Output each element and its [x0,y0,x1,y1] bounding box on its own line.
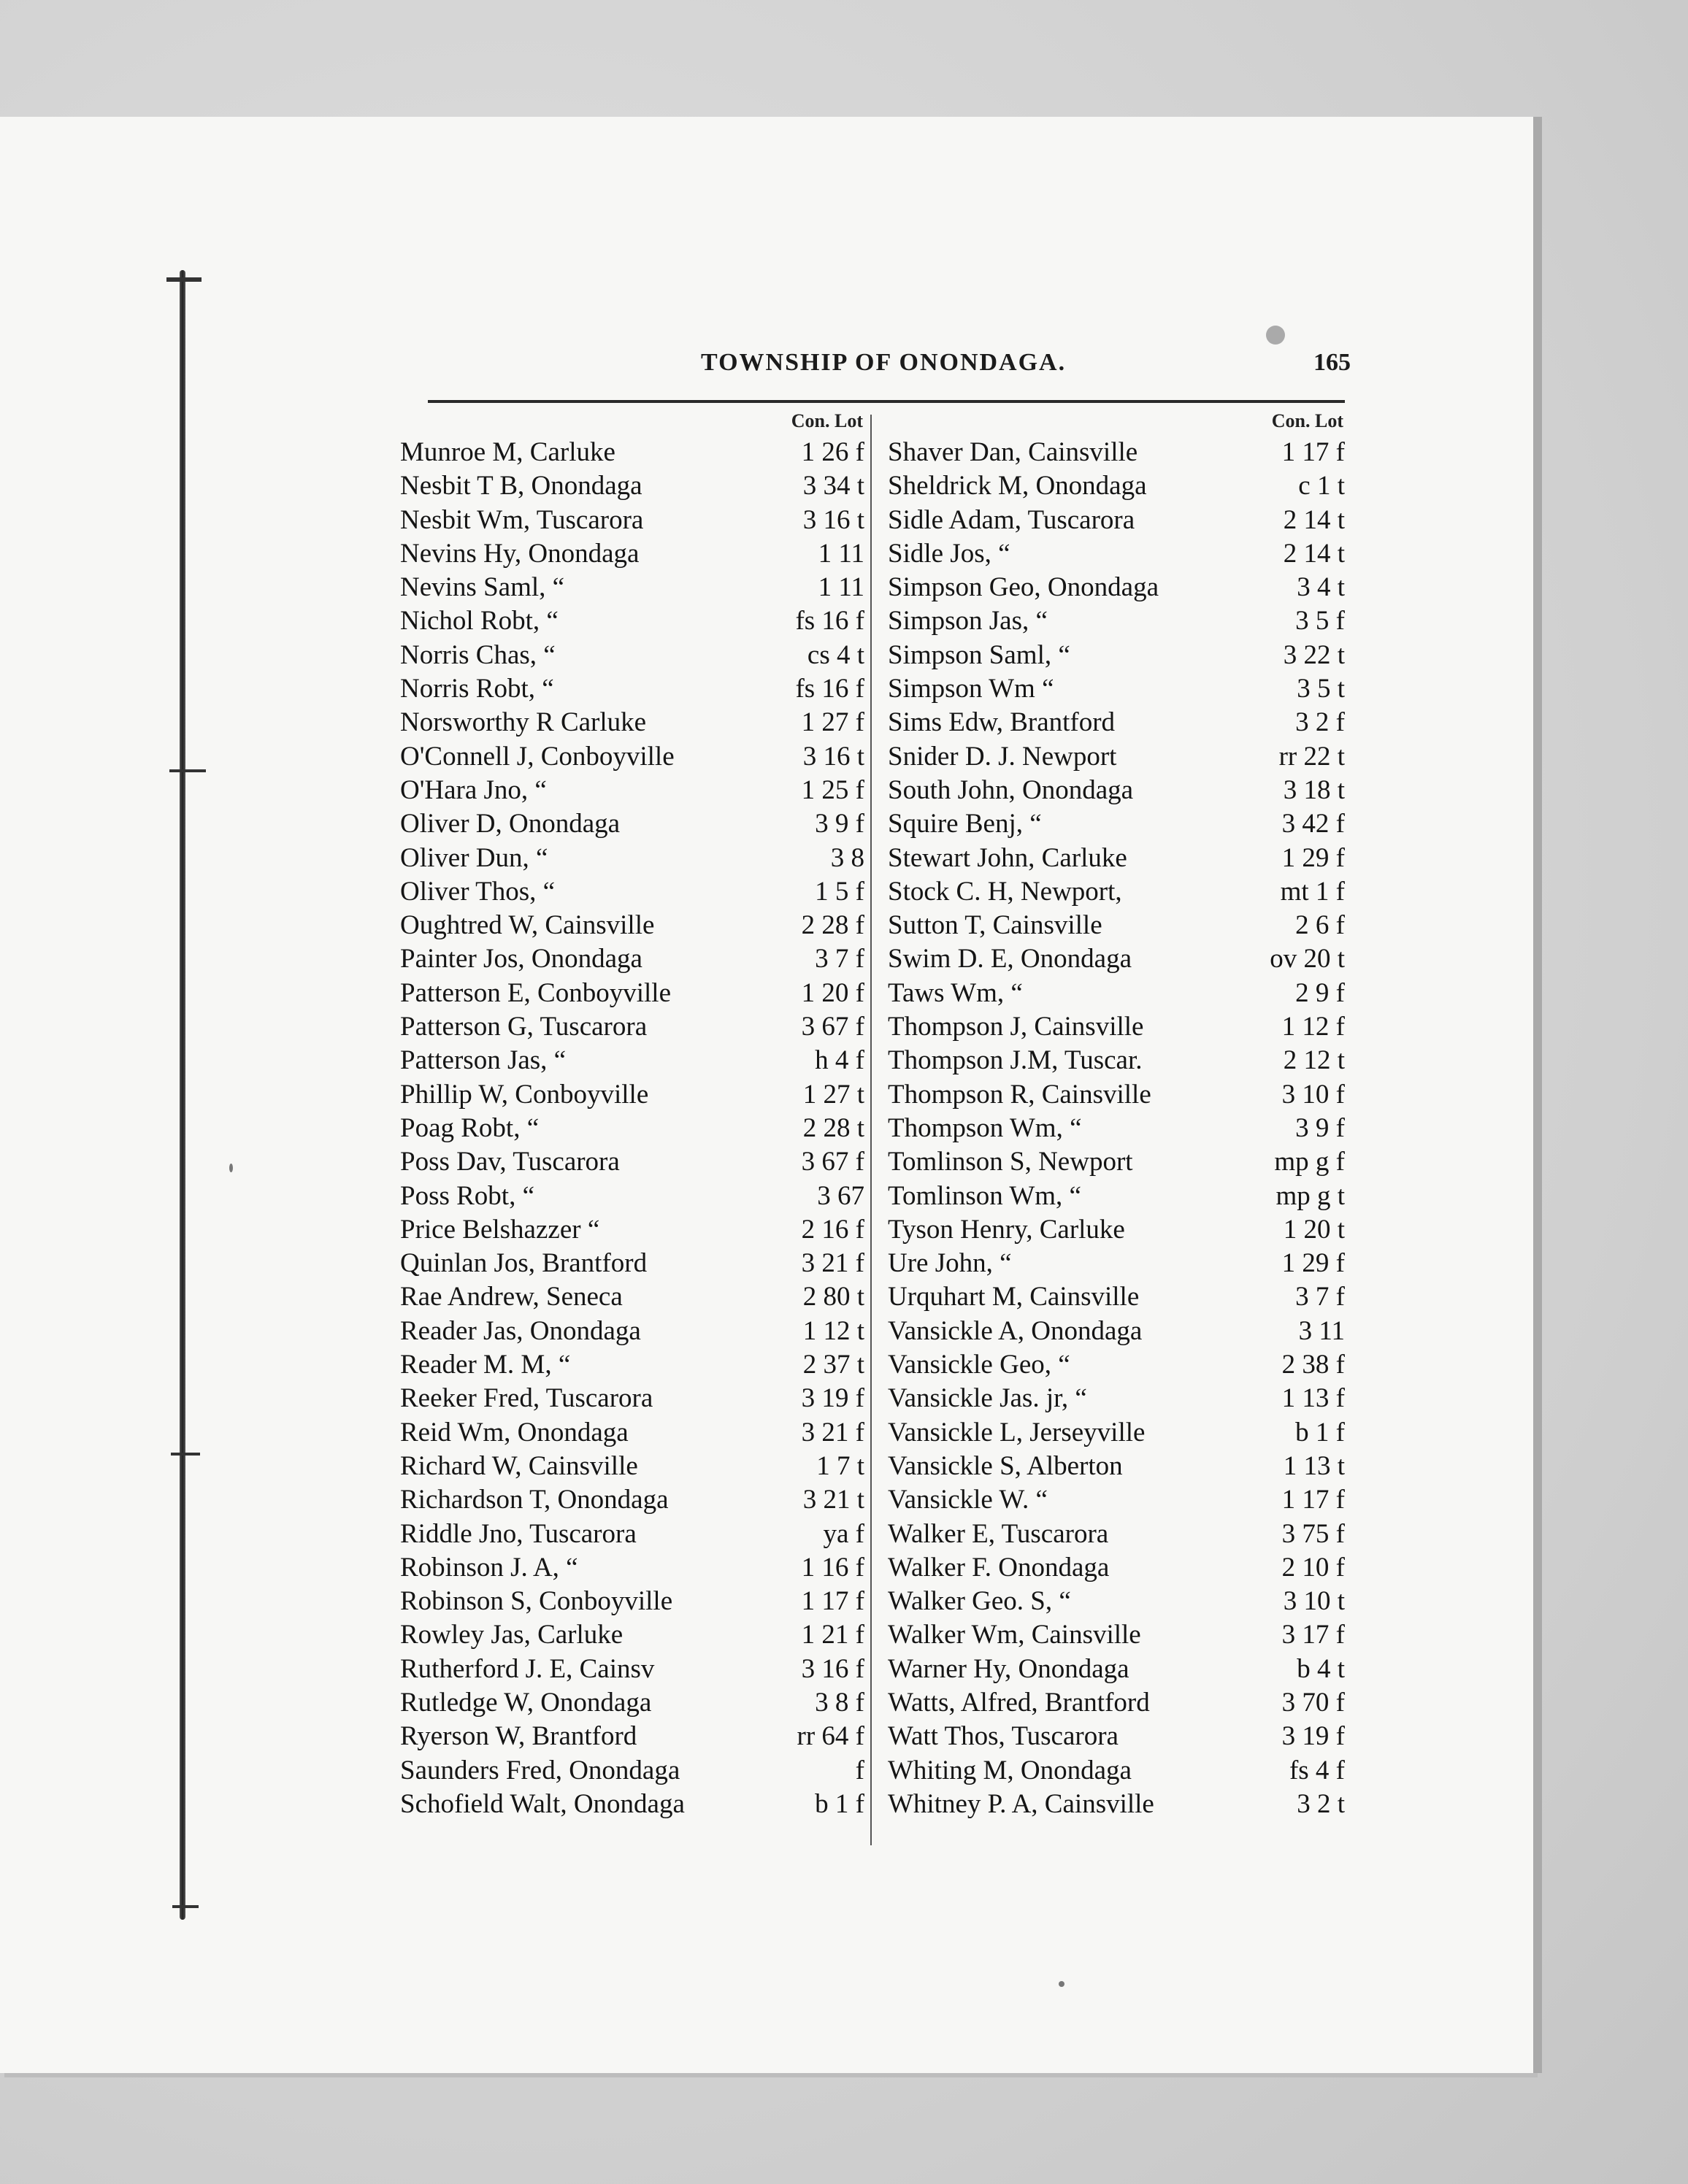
binding-tick-bottom [172,1905,199,1908]
binding-thread [180,270,185,1920]
entry-name: Norsworthy R Carluke [400,707,647,738]
entry-name: Sidle Jos, “ [888,538,1010,569]
entry-name: Swim D. E, Onondaga [888,944,1132,974]
entry-name: Tyson Henry, Carluke [888,1214,1125,1245]
entry-concession-lot: fs 16 f [795,674,864,704]
entry-concession-lot: 3 10 t [1283,1586,1345,1617]
directory-entry [400,1247,867,1281]
left-column [400,410,867,1822]
entry-name: Norris Robt, “ [400,674,554,704]
directory-entry [400,470,867,504]
directory-entry [888,1518,1348,1552]
entry-concession-lot: 2 14 t [1283,538,1345,569]
entry-name: Patterson E, Conboyville [400,977,671,1008]
entry-name: Poss Robt, “ [400,1180,535,1211]
entry-concession-lot: rr 22 t [1278,741,1345,772]
entry-concession-lot: 1 17 f [1281,1485,1345,1515]
directory-entry [888,1484,1348,1518]
entry-name: Walker Geo. S, “ [888,1586,1071,1617]
entry-concession-lot: mt 1 f [1280,876,1345,907]
entry-concession-lot: f [855,1755,864,1785]
ink-speck [229,1164,233,1172]
directory-entry [888,437,1348,470]
directory-entry [888,707,1348,740]
entry-concession-lot: 3 8 f [815,1687,864,1718]
entry-concession-lot: 1 16 f [801,1552,864,1583]
entry-name: Rutherford J. E, Cainsv [400,1653,655,1684]
directory-entry [888,1450,1348,1484]
directory-entry [888,1079,1348,1112]
entry-name: Oliver Thos, “ [400,876,556,907]
entry-name: Walker E, Tuscarora [888,1518,1109,1549]
directory-entry [400,538,867,572]
directory-entry [400,808,867,842]
entry-concession-lot: 3 22 t [1283,639,1345,670]
entry-concession-lot: 3 42 f [1281,809,1345,839]
entry-name: Riddle Jno, Tuscarora [400,1518,637,1549]
entry-concession-lot: 1 25 f [801,774,864,805]
entry-concession-lot: 1 17 f [1281,437,1345,467]
directory-entry [888,605,1348,639]
entry-name: Vansickle W. “ [888,1485,1048,1515]
entry-concession-lot: 3 21 f [801,1417,864,1447]
entry-concession-lot: 3 18 t [1283,774,1345,805]
entry-concession-lot: 1 20 f [801,977,864,1008]
entry-concession-lot: 2 6 f [1295,910,1345,941]
directory-entry [400,1045,867,1078]
entry-name: Oliver D, Onondaga [400,809,621,839]
binding-tick-lower [171,1453,200,1456]
entry-concession-lot: 2 80 t [802,1282,864,1312]
entry-concession-lot: 3 70 f [1281,1687,1345,1718]
directory-entry [888,943,1348,977]
entry-name: Schofield Walt, Onondaga [400,1788,685,1819]
entry-concession-lot: 1 27 t [802,1079,864,1110]
directory-entry [888,1552,1348,1585]
directory-entry [888,1180,1348,1214]
entry-name: Simpson Jas, “ [888,606,1048,637]
entry-concession-lot: 3 2 f [1295,707,1345,738]
entry-concession-lot: 2 28 f [801,910,864,941]
entry-name: Robinson J. A, “ [400,1552,578,1583]
directory-entry [888,977,1348,1011]
entry-name: Reader Jas, Onondaga [400,1315,641,1346]
entry-name: Quinlan Jos, Brantford [400,1248,648,1279]
directory-entry [400,1687,867,1720]
entry-name: Tomlinson S, Newport [888,1147,1133,1177]
entry-concession-lot: 2 10 f [1281,1552,1345,1583]
entry-name: Ure John, “ [888,1248,1012,1279]
entry-name: Patterson Jas, “ [400,1045,567,1076]
directory-entry [400,639,867,673]
directory-entry [888,1383,1348,1416]
entry-concession-lot: 2 12 t [1283,1045,1345,1076]
directory-entry [400,910,867,943]
directory-entry [400,741,867,774]
entry-concession-lot: 1 11 [818,538,864,569]
directory-entry [888,1349,1348,1383]
directory-entry [400,1011,867,1045]
right-column [888,410,1348,1822]
entry-name: Rutledge W, Onondaga [400,1687,652,1718]
entry-concession-lot: b 1 f [1295,1417,1345,1447]
entry-concession-lot: 3 19 f [801,1383,864,1414]
directory-entry [400,1214,867,1247]
entry-name: O'Connell J, Conboyville [400,741,675,772]
entry-name: Snider D. J. Newport [888,741,1117,772]
entry-name: Whitney P. A, Cainsville [888,1788,1154,1819]
entry-concession-lot: 1 11 [818,572,864,603]
directory-entry [888,538,1348,572]
entry-concession-lot: 3 11 [1298,1315,1345,1346]
directory-entry [888,1687,1348,1720]
entry-name: Nevins Hy, Onondaga [400,538,640,569]
entry-name: Shaver Dan, Cainsville [888,437,1138,467]
entry-name: Saunders Fred, Onondaga [400,1755,680,1785]
entry-concession-lot: 1 5 f [815,876,864,907]
entry-concession-lot: 3 21 f [801,1248,864,1279]
entry-concession-lot: 3 5 t [1297,674,1345,704]
directory-entry [888,1247,1348,1281]
entry-name: Patterson G, Tuscarora [400,1012,648,1042]
directory-entry [888,1112,1348,1146]
entry-concession-lot: 1 29 f [1281,1248,1345,1279]
entry-concession-lot: 3 67 f [801,1012,864,1042]
page-header [409,349,1351,393]
directory-entry [888,876,1348,910]
directory-entry [400,707,867,740]
running-title: TOWNSHIP OF ONONDAGA. [701,349,1067,376]
entry-name: Tomlinson Wm, “ [888,1180,1081,1211]
header-rule [428,400,1345,403]
entry-name: Warner Hy, Onondaga [888,1653,1129,1684]
entry-name: Vansickle L, Jerseyville [888,1417,1146,1447]
page-number: 165 [1313,349,1351,376]
directory-entry [888,1417,1348,1450]
directory-entry [888,741,1348,774]
entry-concession-lot: mp g f [1274,1147,1345,1177]
entry-name: Rowley Jas, Carluke [400,1620,624,1650]
entry-name: Norris Chas, “ [400,639,556,670]
directory-entry [888,470,1348,504]
directory-entry [888,1619,1348,1653]
directory-entry [400,1450,867,1484]
directory-entry [888,1011,1348,1045]
directory-entry [400,1788,867,1822]
entry-concession-lot: 3 75 f [1281,1518,1345,1549]
entry-name: O'Hara Jno, “ [400,774,547,805]
entry-list [400,437,867,1822]
entry-name: Poag Robt, “ [400,1112,540,1143]
entry-name: Reeker Fred, Tuscarora [400,1383,653,1414]
entry-concession-lot: 3 9 f [1295,1112,1345,1143]
entry-name: Poss Dav, Tuscarora [400,1147,620,1177]
entry-concession-lot: cs 4 t [807,639,864,670]
directory-entry [888,1281,1348,1315]
entry-name: Reid Wm, Onondaga [400,1417,629,1447]
column-divider [870,415,872,1845]
directory-entry [400,673,867,707]
entry-name: Simpson Geo, Onondaga [888,572,1159,603]
entry-name: Thompson Wm, “ [888,1112,1082,1143]
directory-entry [400,1383,867,1416]
entry-name: Vansickle Jas. jr, “ [888,1383,1087,1414]
ink-speck [1266,326,1285,345]
entry-concession-lot: 2 37 t [802,1350,864,1380]
entry-concession-lot: 3 5 f [1295,606,1345,637]
entry-concession-lot: 2 14 t [1283,504,1345,535]
entry-concession-lot: 3 67 [817,1180,864,1211]
directory-entry [400,1755,867,1788]
directory-entry [400,1619,867,1653]
entry-concession-lot: ov 20 t [1270,944,1345,974]
directory-entry [888,1214,1348,1247]
entry-concession-lot: b 1 f [815,1788,864,1819]
entry-concession-lot: mp g t [1275,1180,1345,1211]
directory-entry [400,504,867,538]
entry-name: Thompson J.M, Tuscar. [888,1045,1143,1076]
directory-entry [888,572,1348,605]
entry-concession-lot: 3 4 t [1297,572,1345,603]
directory-entry [400,1315,867,1349]
directory-entry [400,1180,867,1214]
entry-name: Sims Edw, Brantford [888,707,1116,738]
entry-name: Ryerson W, Brantford [400,1721,637,1752]
entry-concession-lot: 3 2 t [1297,1788,1345,1819]
entry-concession-lot: 1 12 f [1281,1012,1345,1042]
entry-concession-lot: 1 17 f [801,1586,864,1617]
entry-name: Urquhart M, Cainsville [888,1282,1140,1312]
directory-entry [888,1653,1348,1687]
directory-entry [400,1720,867,1754]
entry-name: Vansickle Geo, “ [888,1350,1070,1380]
entry-concession-lot: h 4 f [815,1045,864,1076]
entry-concession-lot: 1 27 f [801,707,864,738]
entry-concession-lot: 3 21 t [802,1485,864,1515]
directory-entry [888,1045,1348,1078]
entry-concession-lot: 3 19 f [1281,1721,1345,1752]
directory-entry [400,1585,867,1619]
directory-entry [400,1653,867,1687]
entry-name: Sidle Adam, Tuscarora [888,504,1135,535]
ink-speck [1059,1981,1064,1987]
directory-entry [888,1788,1348,1822]
entry-name: Nevins Saml, “ [400,572,565,603]
entry-name: South John, Onondaga [888,774,1134,805]
directory-entry [400,605,867,639]
entry-concession-lot: 2 9 f [1295,977,1345,1008]
entry-concession-lot: 3 8 [830,842,864,873]
entry-concession-lot: 1 7 t [816,1450,864,1481]
entry-concession-lot: c 1 t [1298,471,1345,501]
binding-tick-top [166,277,202,282]
entry-concession-lot: 3 7 f [1295,1282,1345,1312]
entry-concession-lot: fs 16 f [795,606,864,637]
page-edge [1533,117,1542,2073]
entry-concession-lot: 3 34 t [802,471,864,501]
entry-concession-lot: 3 16 t [802,741,864,772]
directory-entry [400,1146,867,1180]
entry-list [888,437,1348,1822]
directory-entry [400,1112,867,1146]
entry-concession-lot: 1 12 t [802,1315,864,1346]
directory-entry [400,1484,867,1518]
entry-name: Phillip W, Conboyville [400,1079,649,1110]
entry-name: Oughtred W, Cainsville [400,910,655,941]
directory-entry [400,774,867,808]
entry-name: Sheldrick M, Onondaga [888,471,1147,501]
directory-entry [400,1079,867,1112]
entry-name: Watts, Alfred, Brantford [888,1687,1150,1718]
entry-name: Nichol Robt, “ [400,606,559,637]
directory-entry [400,876,867,910]
entry-name: Simpson Saml, “ [888,639,1070,670]
entry-name: Robinson S, Conboyville [400,1586,673,1617]
entry-concession-lot: 3 16 t [802,504,864,535]
directory-entry [400,1349,867,1383]
directory-entry [888,673,1348,707]
entry-name: Richardson T, Onondaga [400,1485,669,1515]
directory-entry [888,1315,1348,1349]
entry-name: Thompson R, Cainsville [888,1079,1151,1110]
entry-concession-lot: 1 26 f [801,437,864,467]
entry-name: Nesbit T B, Onondaga [400,471,642,501]
entry-concession-lot: 2 28 t [802,1112,864,1143]
directory-entry [400,1552,867,1585]
entry-name: Oliver Dun, “ [400,842,548,873]
entry-name: Rae Andrew, Seneca [400,1282,623,1312]
entry-name: Walker F. Onondaga [888,1552,1110,1583]
entry-name: Stewart John, Carluke [888,842,1127,873]
directory-entry [888,1146,1348,1180]
entry-name: Nesbit Wm, Tuscarora [400,504,644,535]
directory-entry [400,1281,867,1315]
entry-name: Stock C. H, Newport, [888,876,1122,907]
entry-name: Watt Thos, Tuscarora [888,1721,1119,1752]
entry-name: Painter Jos, Onondaga [400,944,642,974]
entry-concession-lot: b 4 t [1297,1653,1345,1684]
entry-name: Simpson Wm “ [888,674,1054,704]
entry-name: Taws Wm, “ [888,977,1023,1008]
entry-concession-lot: 2 38 f [1281,1350,1345,1380]
entry-name: Squire Benj, “ [888,809,1042,839]
entry-concession-lot: 2 16 f [801,1214,864,1245]
entry-concession-lot: 3 17 f [1281,1620,1345,1650]
entry-concession-lot: 1 21 f [801,1620,864,1650]
entry-concession-lot: ya f [823,1518,864,1549]
directory-entry [888,910,1348,943]
entry-name: Whiting M, Onondaga [888,1755,1132,1785]
column-heading: Con. Lot [791,410,863,431]
directory-entry [400,977,867,1011]
entry-name: Price Belshazzer “ [400,1214,600,1245]
binding-tick-middle [169,769,206,772]
directory-entry [400,437,867,470]
entry-concession-lot: 1 29 f [1281,842,1345,873]
entry-concession-lot: 1 13 t [1283,1450,1345,1481]
directory-entry [888,774,1348,808]
entry-concession-lot: fs 4 f [1289,1755,1345,1785]
entry-concession-lot: 3 9 f [815,809,864,839]
entry-name: Vansickle A, Onondaga [888,1315,1143,1346]
entry-name: Vansickle S, Alberton [888,1450,1123,1481]
entry-name: Sutton T, Cainsville [888,910,1102,941]
entry-name: Munroe M, Carluke [400,437,615,467]
entry-concession-lot: rr 64 f [797,1721,864,1752]
entry-concession-lot: 3 16 f [801,1653,864,1684]
directory-entry [400,572,867,605]
directory-entry [888,1755,1348,1788]
entry-concession-lot: 3 7 f [815,944,864,974]
entry-name: Richard W, Cainsville [400,1450,638,1481]
directory-entry [888,808,1348,842]
directory-entry [400,1518,867,1552]
entry-name: Reader M. M, “ [400,1350,571,1380]
entry-concession-lot: 1 13 f [1281,1383,1345,1414]
entry-concession-lot: 1 20 t [1283,1214,1345,1245]
directory-entry [888,1585,1348,1619]
directory-entry [400,943,867,977]
directory-entry [888,504,1348,538]
column-heading: Con. Lot [1271,410,1343,431]
directory-entry [400,842,867,876]
entry-concession-lot: 3 67 f [801,1147,864,1177]
directory-entry [888,842,1348,876]
entry-concession-lot: 3 10 f [1281,1079,1345,1110]
entry-name: Thompson J, Cainsville [888,1012,1144,1042]
directory-entry [888,1720,1348,1754]
directory-entry [888,639,1348,673]
directory-entry [400,1417,867,1450]
entry-name: Walker Wm, Cainsville [888,1620,1141,1650]
